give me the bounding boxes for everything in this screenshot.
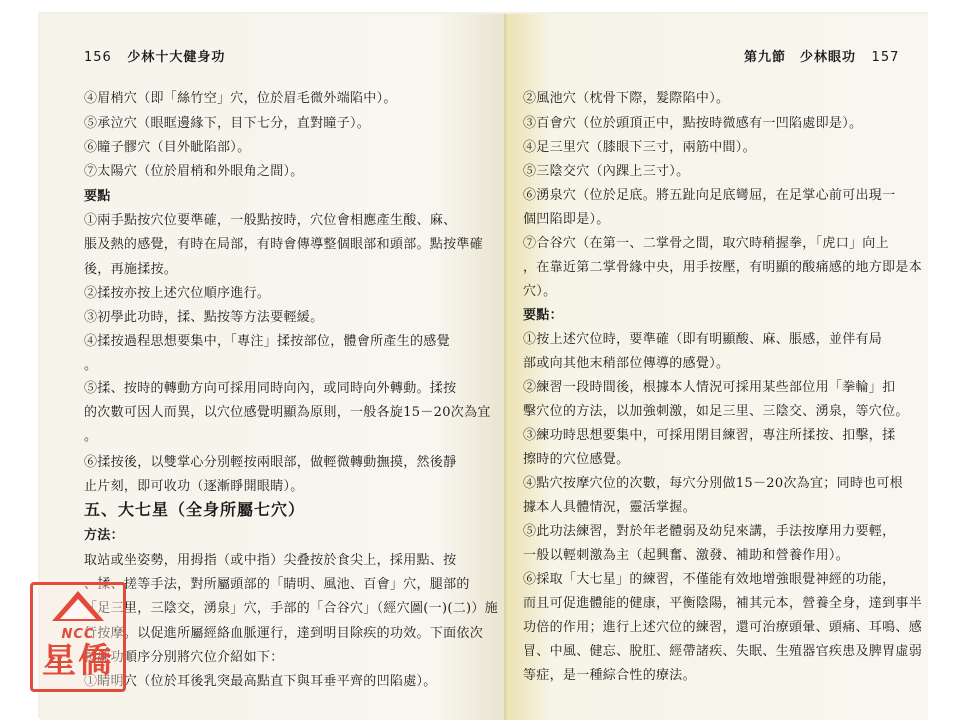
text-line: ⑤承泣穴（眼眶邊緣下，目下七分，直對瞳子）。 <box>84 116 371 131</box>
subheading: 要點： <box>523 308 563 323</box>
text-line: ④點穴按摩穴位的次數，每穴分別做15－20次為宜；同時也可根 <box>523 476 904 491</box>
text-line: ④眉梢穴（即「絲竹空」穴，位於眉毛微外端陷中）。 <box>84 91 397 106</box>
text-line: 等症，是一種綜合性的療法。 <box>523 668 696 683</box>
right-page-number: 157 <box>871 50 900 65</box>
ncc-watermark-stamp <box>30 582 126 692</box>
text-line: 按練功順序分別將穴位介紹如下： <box>84 650 284 665</box>
text-line: 、揉、搓等手法，對所屬頭部的「睛明、風池、百會」穴，腿部的 <box>84 577 470 592</box>
right-page-header <box>744 46 899 65</box>
stamp-logo-text: NCC <box>61 627 95 642</box>
text-line: 而且可促進體能的健康，平衡陰陽，補其元本，營養全身，達到事半 <box>523 596 923 611</box>
text-line: 。 <box>84 429 98 444</box>
text-line: ⑥揉按後，以雙掌心分別輕按兩眼部，做輕微轉動撫摸，然後靜 <box>84 455 457 470</box>
text-line: ①按上述穴位時，要準確（即有明顯酸、麻、脹感，並伴有局 <box>523 332 883 347</box>
text-line: ④足三里穴（膝眼下三寸，兩筋中間）。 <box>523 140 756 155</box>
text-line: 。 <box>84 358 98 373</box>
text-line: 冒、中風、健忘、脫肛、經帶諸疾、失眠、生殖器官疾患及脾胃虛弱 <box>523 644 923 659</box>
text-line: ②練習一段時間後，根據本人情況可採用某些部位用「拳輪」扣 <box>523 380 896 395</box>
text-line: ⑤揉、按時的轉動方向可採用同時向內，或同時向外轉動。揉按 <box>84 381 457 396</box>
subheading: 要點 <box>84 189 111 204</box>
text-line: 的次數可因人而異，以穴位感覺明顯為原則，一般各旋15－20次為宜 <box>84 405 491 420</box>
text-line: ③初學此功時，揉、點按等方法要輕緩。 <box>84 310 324 325</box>
text-line: 個凹陷即是）。 <box>523 212 610 227</box>
text-line: 行按摩。以促進所屬經絡血脈運行，達到明目除疾的功效。下面依次 <box>84 626 484 641</box>
left-running-title: 少林十大健身功 <box>127 50 226 65</box>
text-line: ⑥湧泉穴（位於足底。將五趾向足底彎屈，在足掌心前可出現一 <box>523 188 896 203</box>
text-line: 功倍的作用；進行上述穴位的練習，還可治療頭暈、頭痛、耳鳴、感 <box>523 620 923 635</box>
text-line: 擦時的穴位感覺。 <box>523 452 630 467</box>
text-line: ⑤此功法練習，對於年老體弱及幼兒來講，手法按摩用力要輕， <box>523 524 896 539</box>
roof-triangle-icon <box>52 591 104 621</box>
text-line: ⑥採取「大七星」的練習，不僅能有效地增強眼覺神經的功能， <box>523 572 896 587</box>
text-line: 止片刻，即可收功（逐漸睜開眼睛）。 <box>84 479 304 494</box>
left-page-header <box>84 46 225 65</box>
text-line: 一般以輕刺激為主（起興奮、激發、補助和營養作用）。 <box>523 548 850 563</box>
left-page-number: 156 <box>84 50 112 65</box>
text-line: ③百會穴（位於頭頂正中，點按時微感有一凹陷處即是）。 <box>523 116 863 131</box>
text-line: ②風池穴（枕骨下際，髮際陷中）。 <box>523 91 730 106</box>
text-line: ⑦合谷穴（在第一、二掌骨之間，取穴時稍握拳，「虎口」向上 <box>523 236 889 251</box>
text-line: 擊穴位的方法，以加強刺激，如足三里、三陰交、湧泉，等穴位。 <box>523 404 909 419</box>
text-line: ②揉按亦按上述穴位順序進行。 <box>84 286 271 301</box>
text-line: ⑦太陽穴（位於眉梢和外眼角之間）。 <box>84 164 304 179</box>
text-line: ⑥瞳子髎穴（目外眦陷部）。 <box>84 140 251 155</box>
text-line: 取站或坐姿勢，用拇指（或中指）尖叠按於食尖上，採用點、按 <box>84 553 457 568</box>
text-line: ③練功時思想要集中，可採用閉目練習，專注所揉按、扣擊，揉 <box>523 428 896 443</box>
text-line: ，在靠近第二掌骨緣中央，用手按壓，有明顯的酸痛感的地方即是本 <box>523 260 923 275</box>
text-line: 後，再施揉按。 <box>84 262 178 277</box>
right-running-title: 第九節 少林眼功 <box>744 50 857 65</box>
text-line: ⑤三陰交穴（內踝上三寸）。 <box>523 164 690 179</box>
text-line: 「足三里，三陰交，湧泉」穴，手部的「合谷穴」（經穴圖(一)(二)）施 <box>84 601 498 616</box>
text-line: ①睛明穴（位於耳後乳突最高點直下與耳垂平齊的凹陷處）。 <box>84 674 437 689</box>
text-line: 穴）。 <box>523 284 557 299</box>
text-line: ①兩手點按穴位要準確，一般點按時，穴位會相應產生酸、麻、 <box>84 213 457 228</box>
text-line: 部或向其他末稍部位傳導的感覺）。 <box>523 356 730 371</box>
subheading: 方法： <box>84 528 124 543</box>
text-line: 脹及熱的感覺，有時在局部，有時會傳導整個眼部和頭部。點按準確 <box>84 237 484 252</box>
text-line: 據本人具體情況，靈活掌握。 <box>523 500 696 515</box>
section-heading: 五、大七星（全身所屬七穴） <box>84 500 306 519</box>
stamp-name: 星僑 <box>42 641 114 681</box>
text-line: ④揉按過程思想要集中，「專注」揉按部位，體會所產生的感覺 <box>84 334 450 349</box>
